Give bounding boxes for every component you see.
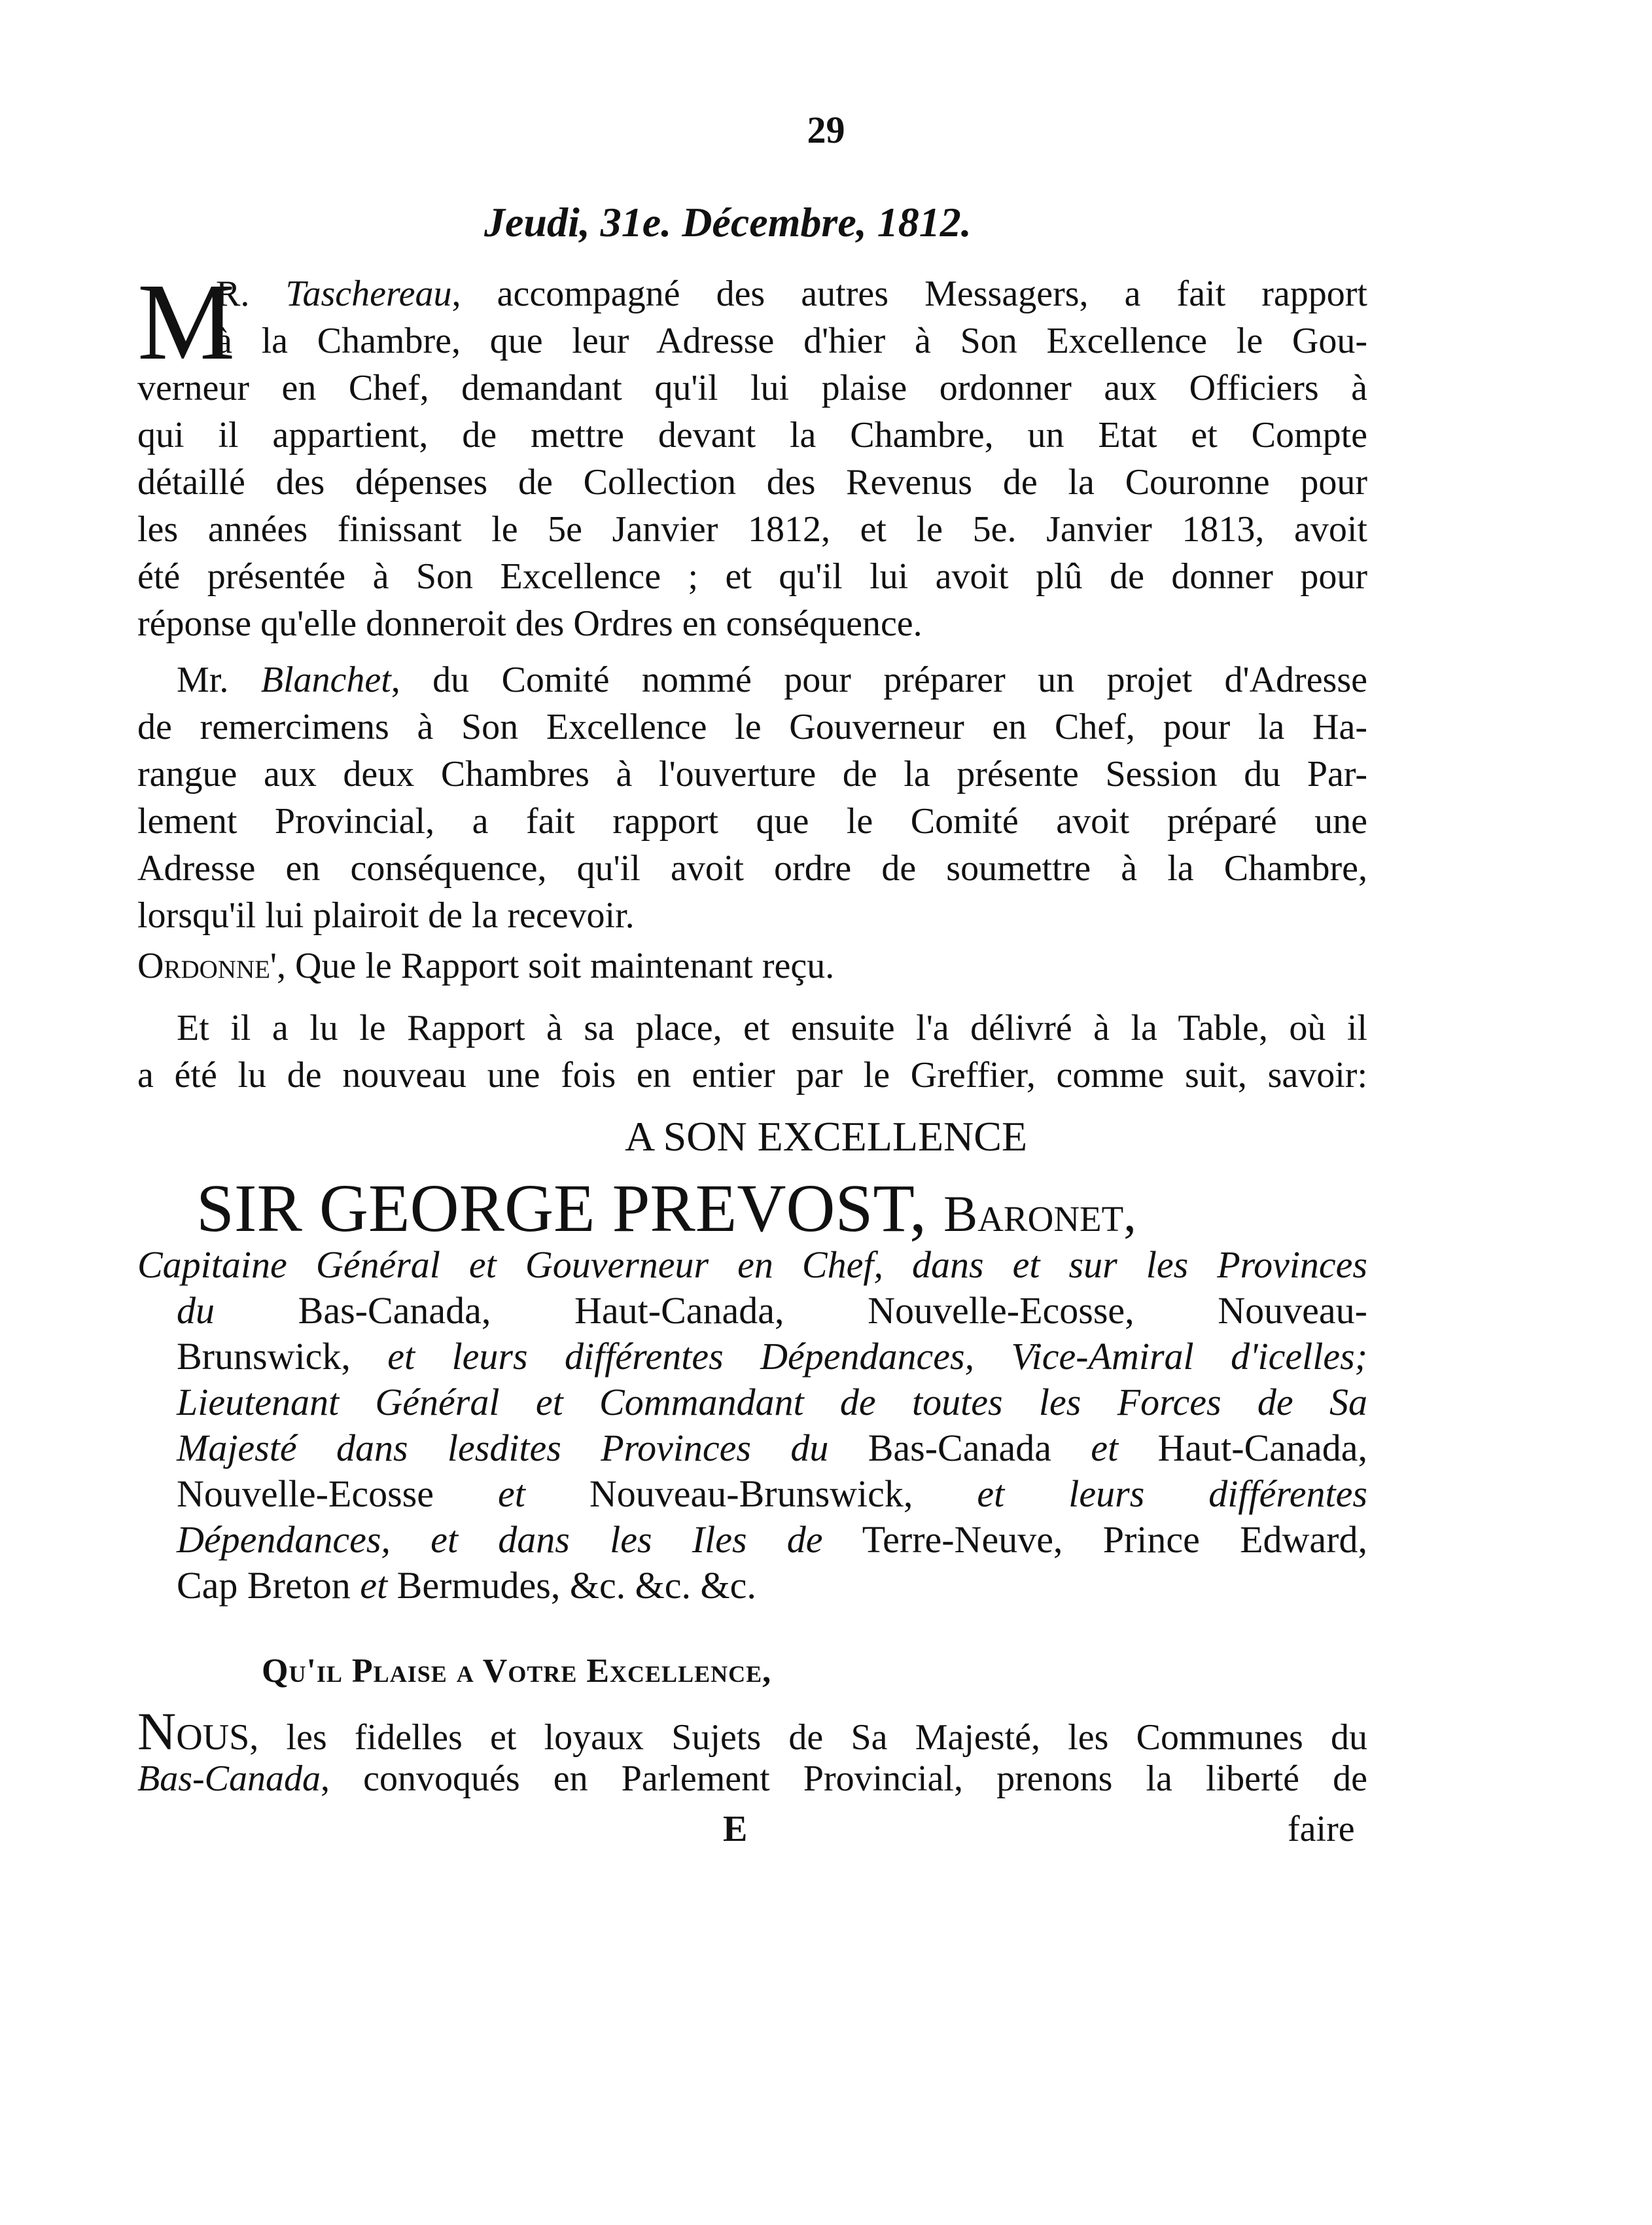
title-line3-a: Brunswick,	[177, 1335, 388, 1378]
page-number: 29	[807, 109, 845, 151]
title-line5-a: Majesté dans lesdites Provinces du	[177, 1427, 829, 1469]
title-line6-b: et	[498, 1472, 525, 1515]
para1-name: Taschereau	[285, 274, 452, 314]
title-line4-text: Lieutenant Général et Commandant de toutes les Forces de Sa	[177, 1381, 1367, 1423]
para1-line8: réponse qu'elle donneroit des Ordres en conséquence.	[137, 603, 923, 644]
address-recipient	[196, 1171, 1136, 1246]
title-line3-b: et leurs différentes Dépendances, Vice-Amiral d'icelles;	[387, 1335, 1367, 1378]
title-line7-b: Terre-Neuve, Prince Edward,	[822, 1518, 1367, 1561]
para4-line2	[137, 1755, 1367, 1802]
recipient-name: SIR GEORGE PREVOST,	[196, 1171, 944, 1246]
para3-line2: a été lu de nouveau une fois en entier par le Greffier, comme suit, savoir:	[137, 1055, 1367, 1095]
address-heading: A SON EXCELLENCE	[624, 1113, 1028, 1160]
title-line1	[137, 1242, 1367, 1288]
para4-initial: N	[137, 1701, 177, 1761]
title-line8-b: et	[360, 1564, 388, 1607]
title-line2-a: du	[177, 1289, 215, 1332]
para4-line1	[137, 1701, 1367, 1761]
para1-line5: détaillé des dépenses de Collection des Revenus de la Couronne pour	[137, 462, 1367, 503]
title-line6-a: Nouvelle-Ecosse	[177, 1472, 498, 1515]
para1-line1-text-a: R.	[216, 274, 286, 314]
title-line5-b: Bas-Canada	[828, 1427, 1091, 1469]
para1-line4: qui il appartient, de mettre devant la Chambre, un Etat et Compte	[137, 415, 1367, 455]
drop-cap: M	[137, 261, 236, 383]
ordonne-line	[137, 942, 1367, 989]
para2-line4: lement Provincial, a fait rapport que le Comité avoit préparé une	[137, 801, 1367, 842]
title-line7-a: Dépendances, et dans les Iles de	[177, 1518, 823, 1561]
salutation: Qu'il Plaise a Votre Excellence,	[262, 1652, 772, 1690]
title-line7	[177, 1517, 1367, 1563]
para1-line1-text-c: , accompagné des autres Messagers, a fait rapport	[451, 274, 1367, 314]
title-line3	[177, 1334, 1367, 1380]
title-line6-c: Nouveau-Brunswick,	[525, 1472, 977, 1515]
title-line5-d: Haut-Canada,	[1118, 1427, 1367, 1469]
title-line5	[177, 1425, 1367, 1471]
para1-line2: à la Chambre, que leur Adresse d'hier à Son Excellence le Gou-	[216, 321, 1367, 361]
title-line8-c: Bermudes, &c. &c. &c.	[387, 1564, 756, 1607]
para3-line1: Et il a lu le Rapport à sa place, et ensuite l'a délivré à la Table, où il	[177, 1008, 1367, 1048]
para1-line3: verneur en Chef, demandant qu'il lui plaise ordonner aux Officiers à	[137, 368, 1367, 408]
title-line1-text: Capitaine Général et Gouverneur en Chef, dans et sur les Provinces	[137, 1243, 1367, 1286]
para2-line6: lorsqu'il lui plairoit de la recevoir.	[137, 895, 635, 936]
para2-line2: de remercimens à Son Excellence le Gouverneur en Chef, pour la Ha-	[137, 707, 1367, 747]
para2-line5: Adresse en conséquence, qu'il avoit ordre de soumettre à la Chambre,	[137, 848, 1367, 889]
para4-province: Bas-Canada	[137, 1758, 321, 1799]
title-line2-b: Bas-Canada, Haut-Canada, Nouvelle-Ecosse, Nouveau-	[215, 1289, 1367, 1332]
para4-line1-text: OUS, les fidelles et loyaux Sujets de Sa Majesté, les Communes du	[176, 1717, 1367, 1758]
catchword: faire	[1288, 1809, 1355, 1849]
recipient-title: Baronet,	[943, 1185, 1136, 1242]
para2-line1-text-c: , du Comité nommé pour préparer un projet d'Adresse	[391, 660, 1367, 700]
para2-line1	[177, 656, 1367, 703]
para1-line7: été présentée à Son Excellence ; et qu'il lui avoit plû de donner pour	[137, 556, 1367, 597]
para1-line6: les années finissant le 5e Janvier 1812, et le 5e. Janvier 1813, avoit	[137, 509, 1367, 550]
title-line6	[177, 1471, 1367, 1517]
dateline: Jeudi, 31e. Décembre, 1812.	[484, 199, 972, 245]
title-line8	[177, 1563, 1367, 1609]
title-line6-d: et leurs différentes	[977, 1472, 1367, 1515]
para4-line2-text: , convoqués en Parlement Provincial, prenons la liberté de	[321, 1758, 1367, 1799]
signature-mark: E	[723, 1809, 748, 1849]
title-line5-c: et	[1091, 1427, 1119, 1469]
para1-line1	[216, 270, 1367, 317]
para2-line1-text-a: Mr.	[177, 660, 261, 700]
ordonne-label: Ordonne',	[137, 946, 287, 986]
para2-line3: rangue aux deux Chambres à l'ouverture de la présente Session du Par-	[137, 754, 1367, 794]
para2-name: Blanchet	[260, 660, 391, 700]
title-line2	[177, 1288, 1367, 1334]
ordonne-text: Que le Rapport soit maintenant reçu.	[286, 946, 835, 986]
title-line8-a: Cap Breton	[177, 1564, 360, 1607]
title-line4	[177, 1380, 1367, 1425]
